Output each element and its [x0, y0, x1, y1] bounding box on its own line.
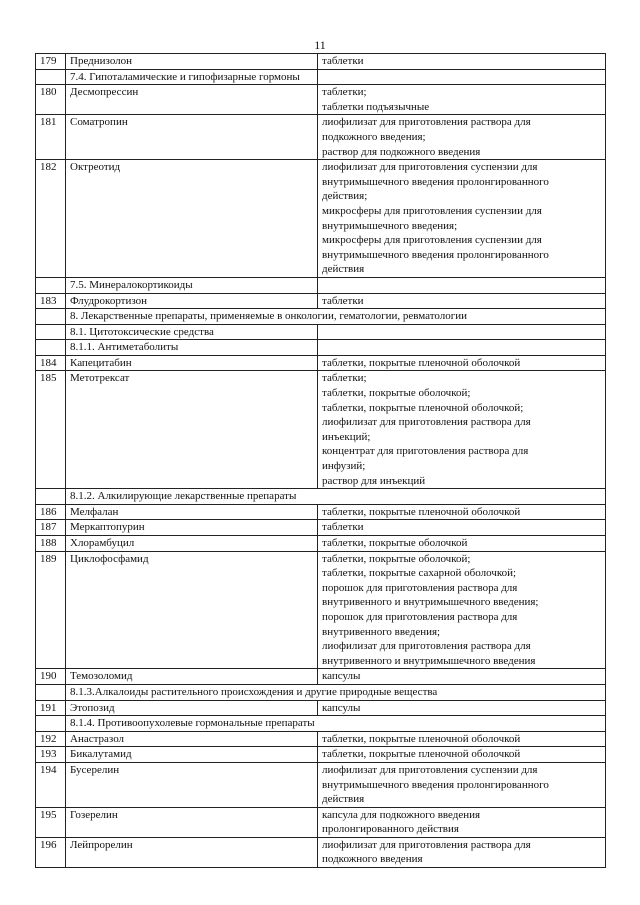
dosage-form-line: таблетки, покрытые пленочной оболочкой	[322, 505, 521, 518]
dosage-form-line: подкожного введения;	[322, 130, 426, 143]
row-number: 181	[36, 115, 66, 160]
dosage-form-line: таблетки, покрытые сахарной оболочкой;	[322, 567, 517, 580]
drug-name: Циклофосфамид	[66, 551, 318, 669]
section-row	[36, 277, 606, 293]
dosage-form-line: таблетки	[322, 521, 364, 534]
dosage-form-line: таблетки, покрытые пленочной оболочкой;	[322, 401, 524, 414]
group-row	[36, 309, 606, 325]
drug-row	[36, 85, 606, 115]
dosage-form-line: действия	[322, 793, 365, 806]
dosage-form-line: внутривенного и внутримышечного введения;	[322, 596, 539, 609]
dosage-forms	[318, 669, 606, 685]
row-number: 183	[36, 293, 66, 309]
row-number: 196	[36, 837, 66, 867]
dosage-forms	[318, 160, 606, 278]
drug-row	[36, 160, 606, 278]
drug-row	[36, 504, 606, 520]
group-row	[36, 489, 606, 505]
dosage-form-line: лиофилизат для приготовления раствора для	[322, 640, 531, 653]
drug-name: Мелфалан	[66, 504, 318, 520]
page-number: 11	[314, 38, 326, 52]
dosage-form-line: лиофилизат для приготовления раствора для	[322, 116, 531, 129]
empty-number-cell	[36, 340, 66, 356]
drug-row	[36, 293, 606, 309]
drug-name: Преднизолон	[66, 54, 318, 70]
dosage-form-line: микросферы для приготовления суспензии для	[322, 234, 542, 247]
drug-name: Бикалутамид	[66, 747, 318, 763]
empty-number-cell	[36, 309, 66, 325]
section-heading: 7.4. Гипоталамические и гипофизарные гормоны	[66, 69, 318, 85]
drug-name: Меркаптопурин	[66, 520, 318, 536]
drug-row	[36, 536, 606, 552]
drug-row	[36, 747, 606, 763]
dosage-form-line: таблетки, покрытые пленочной оболочкой	[322, 356, 521, 369]
row-number: 193	[36, 747, 66, 763]
section-heading: 7.5. Минералокортикоиды	[66, 277, 318, 293]
dosage-forms	[318, 355, 606, 371]
section-row	[36, 324, 606, 340]
row-number: 182	[36, 160, 66, 278]
empty-number-cell	[36, 489, 66, 505]
row-number: 191	[36, 700, 66, 716]
dosage-form-line: инъекций;	[322, 430, 371, 443]
dosage-form-line: внутривенного и внутримышечного введения	[322, 654, 536, 667]
row-number: 187	[36, 520, 66, 536]
drug-name: Хлорамбуцил	[66, 536, 318, 552]
row-number: 189	[36, 551, 66, 669]
dosage-forms	[318, 115, 606, 160]
section-heading: 8.1. Цитотоксические средства	[66, 324, 318, 340]
dosage-form-line: действия	[322, 263, 365, 276]
dosage-form-line: таблетки, покрытые оболочкой;	[322, 552, 471, 565]
drug-name: Анастразол	[66, 731, 318, 747]
dosage-form-line: подкожного введения	[322, 853, 423, 866]
drug-row	[36, 520, 606, 536]
dosage-form-line: таблетки, покрытые оболочкой	[322, 537, 468, 549]
dosage-form-line: таблетки, покрытые оболочкой;	[322, 387, 471, 400]
dosage-form-line: инфузий;	[322, 460, 366, 473]
row-number: 190	[36, 669, 66, 685]
drug-name: Капецитабин	[66, 355, 318, 371]
dosage-form-line: капсулы	[322, 701, 361, 714]
dosage-forms	[318, 762, 606, 807]
drug-name: Бусерелин	[66, 762, 318, 807]
section-heading: 8.1.1. Антиметаболиты	[66, 340, 318, 356]
dosage-form-line: лиофилизат для приготовления суспензии для	[322, 763, 538, 776]
group-row	[36, 716, 606, 732]
drug-table-body	[36, 54, 606, 868]
drug-name: Октреотид	[66, 160, 318, 278]
dosage-form-line: капсулы	[322, 670, 361, 683]
empty-forms-cell	[318, 69, 606, 85]
dosage-forms	[318, 504, 606, 520]
drug-row	[36, 762, 606, 807]
drug-name: Гозерелин	[66, 807, 318, 837]
drug-name: Десмопрессин	[66, 85, 318, 115]
row-number: 184	[36, 355, 66, 371]
drug-row	[36, 355, 606, 371]
empty-forms-cell	[318, 340, 606, 356]
dosage-form-line: таблетки подъязычные	[322, 100, 430, 113]
dosage-form-line: пролонгированного действия	[322, 823, 459, 836]
dosage-forms	[318, 837, 606, 867]
dosage-form-line: внутримышечного введения пролонгированного	[322, 778, 549, 791]
group-heading: 8. Лекарственные препараты, применяемые в онкологии, гематологии, ревматологии	[66, 309, 606, 325]
group-heading: 8.1.3.Алкалоиды растительного происхождения и другие природные вещества	[66, 684, 606, 700]
drug-row	[36, 807, 606, 837]
dosage-form-line: внутримышечного введения;	[322, 219, 458, 232]
dosage-forms	[318, 731, 606, 747]
dosage-form-line: таблетки;	[322, 372, 367, 385]
dosage-form-line: таблетки, покрытые пленочной оболочкой	[322, 732, 521, 745]
dosage-forms	[318, 520, 606, 536]
dosage-form-line: концентрат для приготовления раствора для	[322, 445, 529, 458]
dosage-form-line: порошок для приготовления раствора для	[322, 610, 518, 623]
empty-forms-cell	[318, 277, 606, 293]
dosage-forms	[318, 807, 606, 837]
drug-name: Темозоломид	[66, 669, 318, 685]
row-number: 186	[36, 504, 66, 520]
dosage-form-line: таблетки, покрытые пленочной оболочкой	[322, 748, 521, 761]
empty-number-cell	[36, 716, 66, 732]
row-number: 195	[36, 807, 66, 837]
drug-name: Соматропин	[66, 115, 318, 160]
dosage-form-line: таблетки;	[322, 86, 367, 99]
section-row	[36, 69, 606, 85]
drug-row	[36, 837, 606, 867]
row-number: 185	[36, 371, 66, 489]
dosage-form-line: раствор для инъекций	[322, 474, 426, 487]
empty-number-cell	[36, 277, 66, 293]
dosage-form-line: внутривенного введения;	[322, 625, 441, 638]
drug-table	[35, 53, 606, 868]
drug-name: Лейпрорелин	[66, 837, 318, 867]
drug-name: Метотрексат	[66, 371, 318, 489]
drug-row	[36, 731, 606, 747]
dosage-form-line: лиофилизат для приготовления раствора для	[322, 838, 531, 851]
row-number: 179	[36, 54, 66, 70]
drug-row	[36, 669, 606, 685]
dosage-form-line: таблетки	[322, 55, 364, 67]
dosage-forms	[318, 551, 606, 669]
drug-row	[36, 54, 606, 70]
empty-number-cell	[36, 324, 66, 340]
row-number: 188	[36, 536, 66, 552]
empty-forms-cell	[318, 324, 606, 340]
dosage-forms	[318, 85, 606, 115]
drug-row	[36, 371, 606, 489]
dosage-form-line: лиофилизат для приготовления суспензии для	[322, 161, 538, 174]
drug-name: Этопозид	[66, 700, 318, 716]
dosage-forms	[318, 371, 606, 489]
dosage-form-line: порошок для приготовления раствора для	[322, 581, 518, 594]
dosage-form-line: внутримышечного введения пролонгированного	[322, 175, 549, 188]
dosage-form-line: капсула для подкожного введения	[322, 808, 481, 821]
drug-row	[36, 551, 606, 669]
row-number: 192	[36, 731, 66, 747]
empty-number-cell	[36, 684, 66, 700]
drug-row	[36, 115, 606, 160]
dosage-form-line: действия;	[322, 190, 368, 203]
group-heading: 8.1.4. Противоопухолевые гормональные препараты	[66, 716, 606, 732]
drug-row	[36, 700, 606, 716]
group-heading: 8.1.2. Алкилирующие лекарственные препараты	[66, 489, 606, 505]
drug-name: Флудрокортизон	[66, 293, 318, 309]
row-number: 180	[36, 85, 66, 115]
group-row	[36, 684, 606, 700]
row-number: 194	[36, 762, 66, 807]
empty-number-cell	[36, 69, 66, 85]
dosage-forms	[318, 293, 606, 309]
dosage-form-line: раствор для подкожного введения	[322, 145, 481, 158]
section-row	[36, 340, 606, 356]
dosage-form-line: лиофилизат для приготовления раствора для	[322, 416, 531, 429]
dosage-form-line: микросферы для приготовления суспензии для	[322, 204, 542, 217]
dosage-forms	[318, 536, 606, 552]
dosage-forms	[318, 700, 606, 716]
dosage-forms	[318, 54, 606, 70]
dosage-form-line: таблетки	[322, 294, 364, 307]
dosage-forms	[318, 747, 606, 763]
dosage-form-line: внутримышечного введения пролонгированного	[322, 248, 549, 261]
